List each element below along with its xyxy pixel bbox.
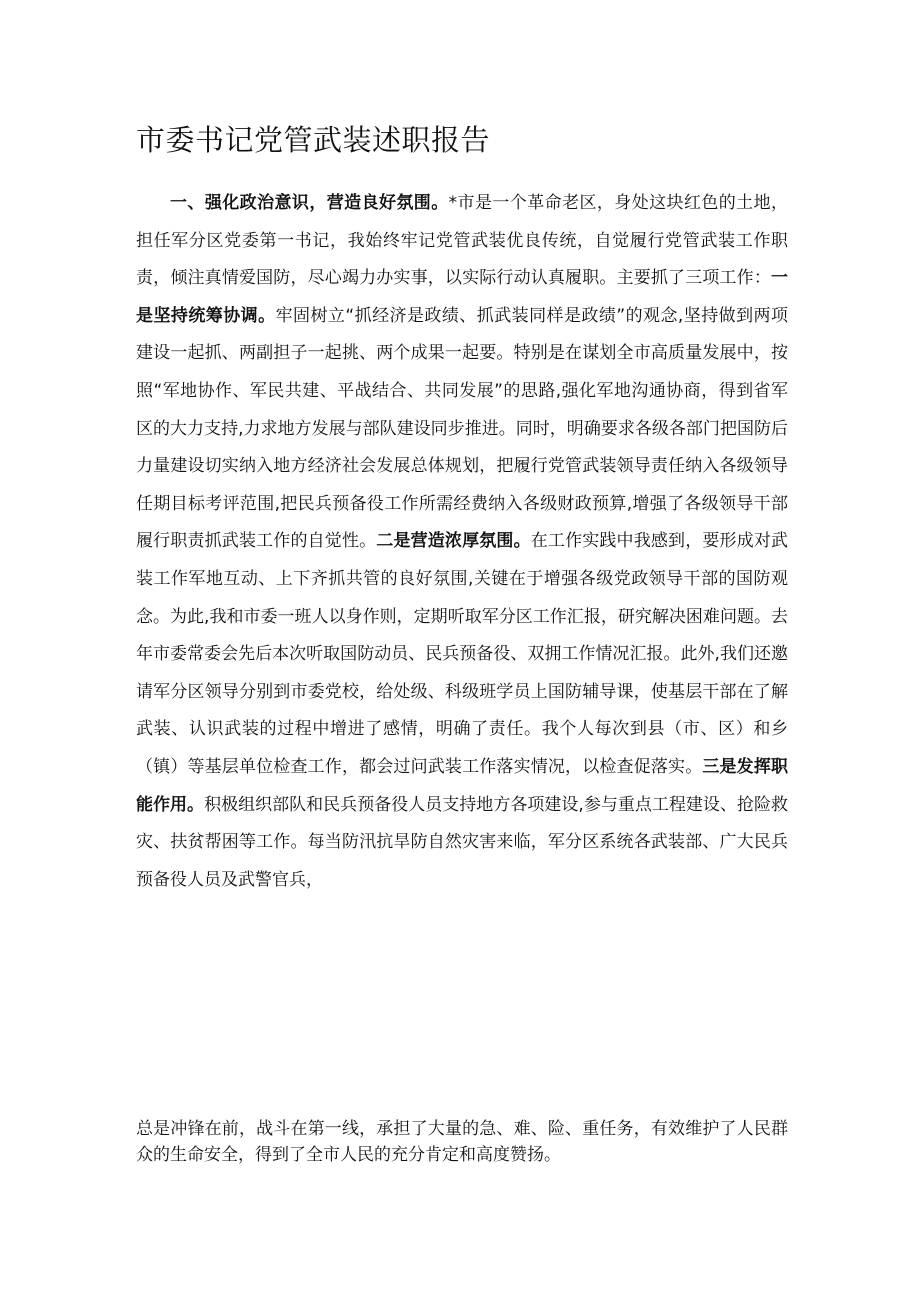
- point2-text: 在工作实践中我感到，要形成对武装工作军地互动、上下齐抓共管的良好氛围,关键在于增强各级党政领导干部的国防观念。为此,我和市委一班人以身作则，定期听取军分区工作汇报，研究解决困难问题。去年市委常委会先后本次听取国防动员、民兵预备役、双拥工作情况汇报。此外,我们还邀请军分区领导分别到市委党校，给处级、科级班学员上国防辅导课，使基层干部在了解武装、认识武装的过程中增进了感情，明确了责任。我个人每次到县（市、区）和乡（镇）等基层单位检查工作，都会过问武装工作落实情况，以检查促落实。: [136, 531, 789, 777]
- point3-heading: 三是发挥职能作用。: [136, 756, 789, 815]
- point2-heading: 二是营造浓厚氛围。: [376, 531, 531, 552]
- closing-paragraph: 总是冲锋在前，战斗在第一线，承担了大量的急、难、险、重任务，有效维护了人民群众的生命安全，得到了全市人民的充分肯定和高度赞扬。: [136, 1119, 788, 1165]
- section-heading: 一、强化政治意识，营造良好氛围。: [170, 193, 449, 213]
- point1-heading: 一是坚持统筹协调。: [136, 268, 788, 326]
- point3-text: 积极组织部队和民兵预备役人员支持地方各项建设,参与重点工程建设、抢险救灾、扶贫帮困等工作。每当防汛抗旱防自然灾害来临，军分区系统各武装部、广大民兵预备役人员及武警官兵，: [136, 794, 788, 890]
- body-paragraph: [136, 185, 788, 899]
- paragraph-text: *市是一个革命老区，身处这块红色的土地，担任军分区党委第一书记，我始终牢记党管武装优良传统，自觉履行党管武装工作职责，倾注真情爱国防，尽心竭力办实事，以实际行动认真履职。主要抓了三项工作：: [136, 193, 789, 289]
- document-title: 市委书记党管武装述职报告: [136, 123, 491, 157]
- point1-text: 牢固树立“抓经济是政绩、抓武装同样是政绩”的观念,坚持做到两项建设一起抓、两副担子一起挑、两个成果一起要。特别是在谋划全市高质量发展中，按照“军地协作、军民共建、平战结合、共同发展”的思路,强化军地沟通协商，得到省军区的大力支持,力求地方发展与部队建设同步推进。同时，明确要求各级各部门把国防后力量建设切实纳入地方经济社会发展总体规划，把履行党管武装领导责任纳入各级领导任期目标考评范围,把民兵预备役工作所需经费纳入各级财政预算,增强了各级领导干部履行职责抓武装工作的自觉性。: [136, 305, 788, 552]
